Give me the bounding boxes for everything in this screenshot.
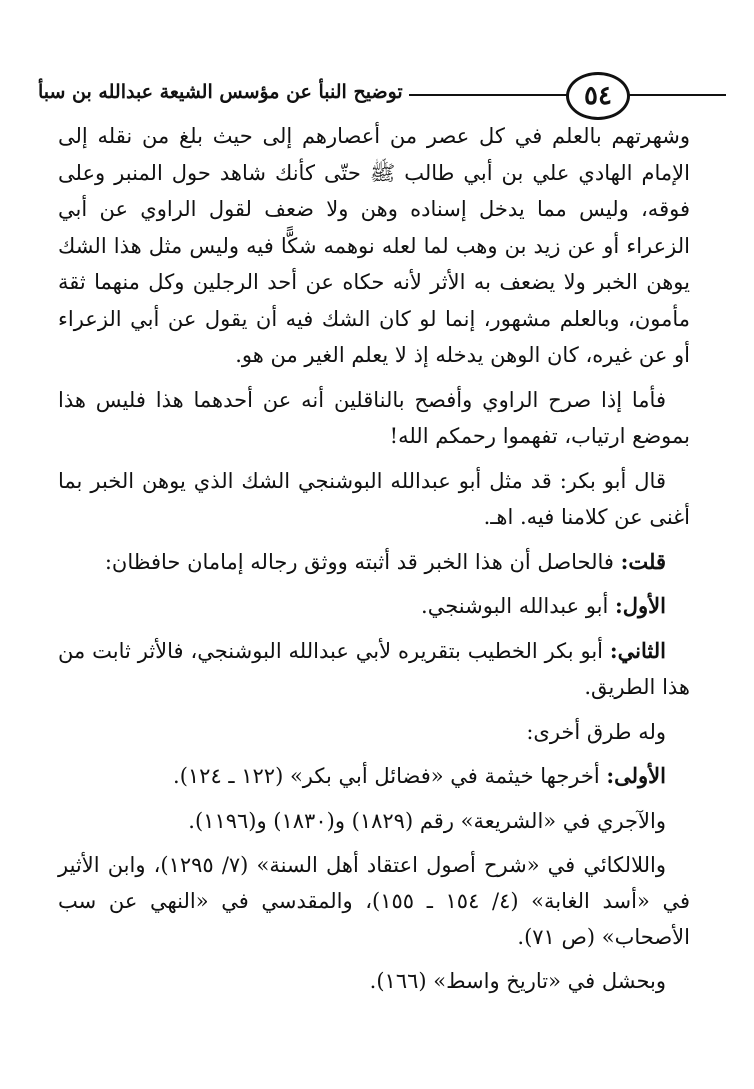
running-title: توضيح النبأ عن مؤسس الشيعة عبدالله بن سبأ <box>28 74 409 110</box>
paragraph-2 <box>58 382 690 455</box>
paragraph-text: أبو بكر الخطيب بتقريره لأبي عبدالله البوشنجي، فالأثر ثابت من هذا الطريق. <box>58 638 690 699</box>
paragraph-6 <box>58 633 690 706</box>
paragraph-7 <box>58 714 690 751</box>
paragraph-text: فأما إذا صرح الراوي وأفصح بالناقلين أنه عن أحدهما هذا فليس هذا بموضع ارتياب، تفهموا رحمكم الله! <box>58 387 690 448</box>
paragraph-10 <box>58 847 690 955</box>
paragraph-8 <box>58 758 690 795</box>
paragraph-label: قلت: <box>620 548 666 574</box>
paragraph-text: قال أبو بكر: قد مثل أبو عبدالله البوشنجي الشك الذي يوهن الخبر بما أغنى عن كلامنا فيه. اهـ. <box>58 468 690 529</box>
paragraph-text: وله طرق أخرى: <box>526 719 666 744</box>
paragraph-label: الثاني: <box>609 637 666 663</box>
paragraph-label: الأول: <box>615 593 666 618</box>
paragraph-11 <box>58 963 690 1000</box>
paragraph-text: وبحشل في «تاريخ واسط» (١٦٦). <box>369 969 666 993</box>
paragraph-text: والآجري في «الشريعة» رقم (١٨٢٩) و(١٨٣٠) و(١١٩٦). <box>188 808 666 833</box>
page-header <box>28 68 726 112</box>
body-text <box>58 118 690 1000</box>
paragraph-5 <box>58 588 690 625</box>
paragraph-text: أخرجها خيثمة في «فضائل أبي بكر» (١٢٢ ـ ١٢٤). <box>173 764 607 788</box>
paragraph-1 <box>58 118 690 374</box>
page-number: ٥٤ <box>566 72 630 120</box>
paragraph-text: واللالكائي في «شرح أصول اعتقاد أهل السنة» (٧/ ١٢٩٥)، وابن الأثير في «أسد الغابة» (٤/ ١٥٤ ـ ١٥٥)، والمقدسي في «النهي عن سب الأصحاب» (ص ٧١). <box>58 853 690 949</box>
paragraph-text: أبو عبدالله البوشنجي. <box>421 594 616 618</box>
paragraph-text: وشهرتهم بالعلم في كل عصر من أعصارهم إلى حيث بلغ من نقله إلى الإمام الهادي علي بن أبي طالب ﷺ حتّى كأنك شاهد حول المنبر وعلى فوقه، وليس مما يدخل إسناده وهن ولا ضعف لقول الراوي عن أبي الزعراء أو عن زيد بن وهب لما لعله نوهمه شكًّا فيه وليس مثل هذا الشك يوهن الخبر ولا يضعف به الأثر لأنه حكاه عن أحد الرجلين وكل منهما ثقة مأمون، وبالعلم مشهور، إنما لو كان الشك فيه أن يقول عن أبي الزعراء أو عن غيره، كان الوهن يدخله إذ لا يعلم الغير من هو. <box>58 124 690 367</box>
paragraph-label: الأولى: <box>606 763 666 788</box>
paragraph-4 <box>58 544 690 581</box>
paragraph-text: فالحاصل أن هذا الخبر قد أثبته ووثق رجاله إمامان حافظان: <box>104 549 621 574</box>
paragraph-9 <box>58 803 690 840</box>
paragraph-3 <box>58 463 690 536</box>
